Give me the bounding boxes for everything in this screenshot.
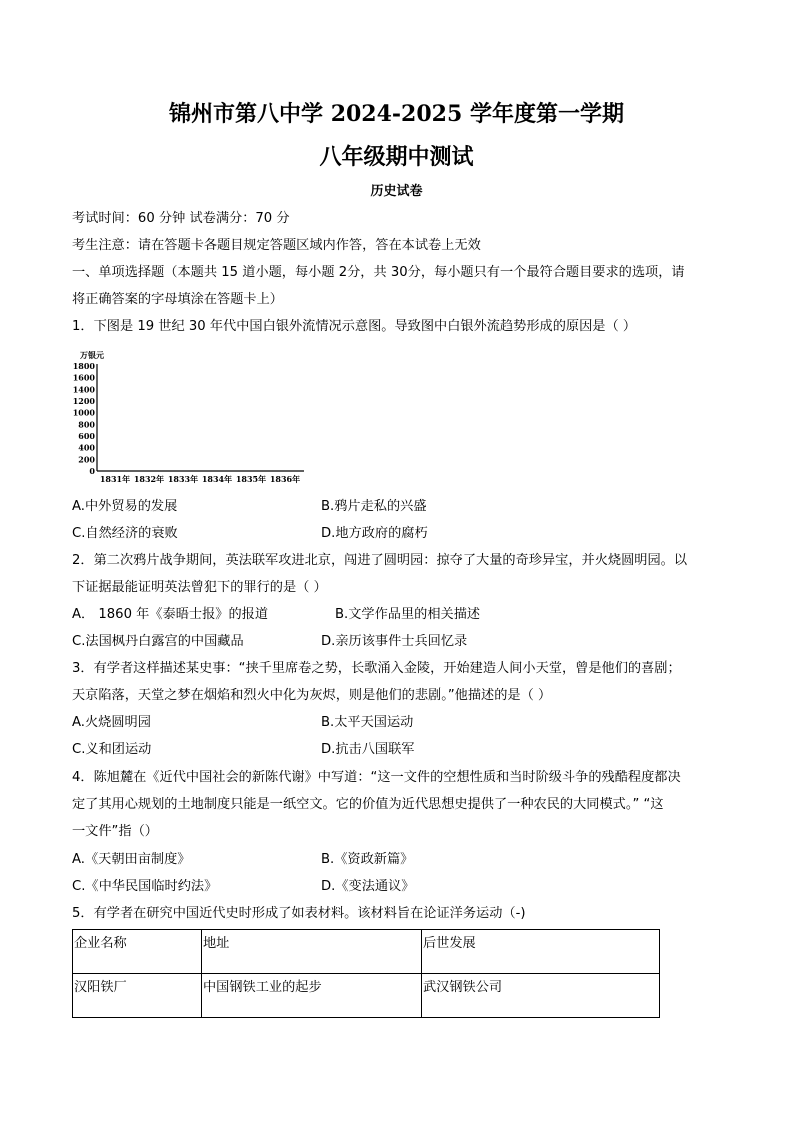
y-tick-label: 1600 bbox=[72, 372, 95, 383]
question-2-option-d[interactable]: D.亲历该事件士兵回忆录 bbox=[321, 634, 468, 649]
y-tick-label: 1400 bbox=[72, 384, 95, 395]
section-heading: 一、单项选择题（本题共 15 道小题，每小题 2分，共 30分，每小题只有一个最符合题目要求的选项，请 bbox=[72, 265, 685, 280]
question-3-stem: 3．有学者这样描述某史事：“挟千里席卷之势，长歌涌入金陵，开始建造人间小天堂，曾是他们的喜剧； bbox=[72, 661, 681, 676]
question-3-stem-cont: 天京陷落，天堂之梦在烟焰和烈火中化为灰烬，则是他们的悲剧。”他描述的是（ ） bbox=[72, 688, 552, 703]
table-cell: 中国钢铁工业的起步 bbox=[202, 974, 422, 1018]
table-cell: 武汉钢铁公司 bbox=[422, 974, 660, 1018]
question-2-stem: 2．第二次鸦片战争期间，英法联军攻进北京，闯进了圆明园：掠夺了大量的奇珍异宝，并火烧圆明园。以 bbox=[72, 553, 688, 568]
silver-outflow-chart bbox=[72, 348, 312, 488]
section-heading-cont: 将正确答案的字母填涂在答题卡上） bbox=[72, 292, 283, 307]
exam-grade-title: 八年级期中测试 bbox=[319, 144, 474, 170]
question-1-stem: 1．下图是 19 世纪 30 年代中国白银外流情况示意图。导致图中白银外流趋势形成的原因是（ ） bbox=[72, 319, 637, 334]
exam-notice: 考生注意：请在答题卡各题目规定答题区域内作答，答在本试卷上无效 bbox=[72, 238, 481, 253]
question-2-option-b[interactable]: B.文学作品里的相关描述 bbox=[335, 607, 481, 622]
question-4-stem-cont: 定了其用心规划的土地制度只能是一纸空文。它的价值为近代思想史提供了一种农民的大同模式。” “这 bbox=[72, 797, 664, 812]
chart-y-unit: 万银元 bbox=[80, 350, 104, 360]
y-tick-label: 200 bbox=[78, 454, 95, 465]
question-4-stem-end: 一文件”指（） bbox=[72, 824, 158, 839]
exam-title: 锦州市第八中学 2024-2025 学年度第一学期 bbox=[169, 101, 624, 127]
y-tick-label: 800 bbox=[78, 419, 95, 430]
question-2-stem-cont: 下证据最能证明英法曾犯下的罪行的是（ ） bbox=[72, 580, 327, 595]
x-tick-label: 1832年 bbox=[133, 474, 165, 484]
question-4-option-a[interactable]: A.《天朝田亩制度》 bbox=[72, 852, 191, 867]
question-4-option-b[interactable]: B.《资政新篇》 bbox=[321, 852, 414, 867]
y-tick-label: 1200 bbox=[72, 396, 95, 406]
table-header-cell: 地址 bbox=[202, 930, 422, 974]
question-1-option-a[interactable]: A.中外贸易的发展 bbox=[72, 499, 178, 514]
question-1-option-b[interactable]: B.鸦片走私的兴盛 bbox=[321, 499, 427, 514]
question-3-option-d[interactable]: D.抗击八国联军 bbox=[321, 742, 415, 757]
table-header-cell: 企业名称 bbox=[73, 930, 202, 974]
table-header-cell: 后世发展 bbox=[422, 930, 660, 974]
table-cell: 汉阳铁厂 bbox=[73, 974, 202, 1018]
question-5-table bbox=[72, 929, 660, 1018]
question-5-stem: 5．有学者在研究中国近代史时形成了如表材料。该材料旨在论证洋务运动（-) bbox=[72, 906, 526, 921]
table-row bbox=[73, 974, 660, 1018]
question-4-option-d[interactable]: D.《变法通议》 bbox=[321, 879, 415, 894]
exam-subject: 历史试卷 bbox=[370, 184, 423, 199]
question-3-option-c[interactable]: C.义和团运动 bbox=[72, 742, 152, 757]
x-tick-label: 1835年 bbox=[235, 474, 267, 484]
question-2-option-c[interactable]: C.法国枫丹白露宫的中国藏品 bbox=[72, 634, 244, 649]
y-tick-label: 1000 bbox=[72, 407, 95, 418]
y-tick-label: 600 bbox=[78, 431, 95, 441]
question-1-option-c[interactable]: C.自然经济的衰败 bbox=[72, 526, 178, 541]
table-header-row bbox=[73, 930, 660, 974]
question-4-option-c[interactable]: C.《中华民国临时约法》 bbox=[72, 879, 218, 894]
x-tick-label: 1834年 bbox=[201, 474, 233, 484]
question-2-option-a[interactable]: A． 1860 年《泰晤士报》的报道 bbox=[72, 607, 269, 622]
y-tick-label: 400 bbox=[78, 442, 95, 453]
x-tick-label: 1833年 bbox=[167, 474, 199, 484]
y-tick-label: 1800 bbox=[72, 361, 95, 371]
question-3-option-a[interactable]: A.火烧圆明园 bbox=[72, 715, 151, 730]
exam-time: 考试时间：60 分钟 试卷满分：70 分 bbox=[72, 211, 290, 226]
question-1-option-d[interactable]: D.地方政府的腐朽 bbox=[321, 526, 428, 541]
question-4-stem: 4．陈旭麓在《近代中国社会的新陈代谢》中写道：“这一文件的空想性质和当时阶级斗争的残酷程度都决 bbox=[72, 770, 681, 785]
y-tick-label: 0 bbox=[89, 466, 95, 476]
x-tick-label: 1831年 bbox=[99, 474, 131, 484]
x-tick-label: 1836年 bbox=[269, 474, 301, 484]
question-3-option-b[interactable]: B.太平天国运动 bbox=[321, 715, 414, 730]
